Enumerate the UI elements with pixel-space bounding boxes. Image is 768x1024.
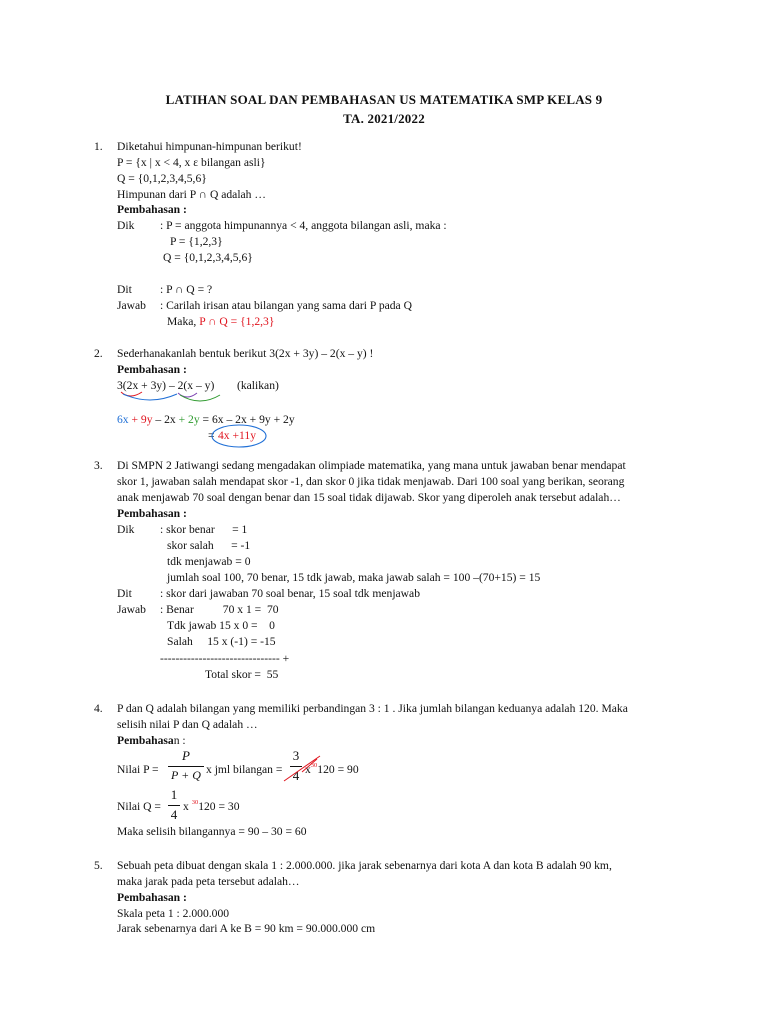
q1-dik-label: Dik	[117, 219, 135, 232]
q1-pembahasan: Pembahasan :	[117, 203, 187, 216]
q2-expression: 3(2x + 3y) – 2(x – y)	[117, 379, 215, 392]
q2-arc-green	[180, 395, 220, 401]
q4-fraction-1-4	[168, 787, 180, 823]
q4-sup-q: 30	[191, 799, 199, 806]
q2-text: Sederhanakanlah bentuk berikut 3(2x + 3y) – 2(x – y) !	[117, 347, 374, 360]
q1-jawab-2-prefix: Maka,	[167, 315, 200, 328]
q3-text-2: skor 1, jawaban salah mendapat skor -1, dan skor 0 jika tidak menjawab. Dari 100 soal yang berikan, seorang	[117, 475, 625, 488]
q3-jawab-2: Tdk jawab 15 x 0 = 0	[167, 619, 275, 632]
q2-arc-purple	[178, 393, 197, 397]
q5-number: 5.	[94, 859, 103, 872]
q2-arc-blue	[123, 394, 177, 400]
q5-text-1: Sebuah peta dibuat dengan skala 1 : 2.000.000. jika jarak sebenarnya dari kota A dan kota B adalah 90 km,	[117, 859, 612, 872]
q1-jawab-label: Jawab	[117, 299, 146, 312]
q3-dik-1: : skor benar = 1	[160, 523, 248, 536]
q4-fraction-p-den: P + Q	[171, 768, 201, 782]
q4-fraction-3-4-bar	[290, 766, 302, 767]
q5-text-2: maka jarak pada peta tersebut adalah…	[117, 875, 300, 888]
q3-jawab-1: : Benar 70 x 1 = 70	[160, 603, 279, 616]
q3-dik-4: jumlah soal 100, 70 benar, 15 tdk jawab, maka jawab salah = 100 –(70+15) = 15	[167, 571, 541, 584]
q3-dik-2: skor salah = -1	[167, 539, 251, 552]
q4-fraction-1-4-den: 4	[170, 807, 178, 822]
q3-total: Total skor = 55	[205, 668, 279, 681]
q1-text-1: Diketahui himpunan-himpunan berikut!	[117, 140, 302, 153]
q4-fraction-3-4	[290, 748, 302, 784]
q1-text-3: Q = {0,1,2,3,4,5,6}	[117, 172, 207, 185]
q4-fraction-p	[168, 748, 204, 784]
q1-text-4: Himpunan dari P ∩ Q adalah …	[117, 188, 266, 201]
q4-number: 4.	[94, 702, 103, 715]
q4-pembahasan-bold: Pembahasa	[117, 734, 174, 747]
q4-fraction-3-4-num: 3	[292, 748, 300, 763]
q1-dit: : P ∩ Q = ?	[160, 283, 213, 296]
q3-number: 3.	[94, 459, 103, 472]
q1-jawab-2	[167, 315, 274, 329]
q4-text-2: selisih nilai P dan Q adalah …	[117, 718, 258, 731]
q2-term-2y: + 2y	[175, 413, 200, 426]
q4-mid-text: x jml bilangan =	[206, 763, 283, 776]
q4-selisih: Maka selisih bilangannya = 90 – 30 = 60	[117, 825, 307, 838]
q2-pembahasan: Pembahasan :	[117, 363, 187, 376]
q4-nilai-p-label: Nilai P =	[117, 763, 159, 776]
q4-fraction-3-4-den: 4	[292, 768, 300, 783]
q2-equals: =	[208, 429, 215, 442]
q4-text-1: P dan Q adalah bilangan yang memiliki perbandingan 3 : 1 . Jika jumlah bilangan keduanya adalah 120. Maka	[117, 702, 628, 715]
page-title: LATIHAN SOAL DAN PEMBAHASAN US MATEMATIKA SMP KELAS 9	[165, 92, 603, 107]
q4-fraction-1-4-num: 1	[170, 787, 178, 802]
q3-jawab-3: Salah 15 x (-1) = -15	[167, 635, 276, 648]
q4-nilai-q-label: Nilai Q =	[117, 800, 161, 813]
q3-jawab-label: Jawab	[117, 603, 146, 616]
q4-p-calc	[305, 763, 359, 779]
q3-dit-label: Dit	[117, 587, 132, 600]
q1-dit-label: Dit	[117, 283, 132, 296]
q3-dik-label: Dik	[117, 523, 135, 536]
q4-tail-q: 120 = 30	[198, 800, 240, 813]
q4-tail-p: 120 = 90	[317, 763, 359, 776]
q4-fraction-p-num: P	[182, 748, 190, 763]
q4-fraction-1-4-bar	[168, 805, 180, 806]
q4-q-calc	[183, 800, 240, 816]
q3-text-1: Di SMPN 2 Jatiwangi sedang mengadakan olimpiade matematika, yang mana untuk jawaban benar mendapat	[117, 459, 626, 472]
q2-step-rest: = 6x – 2x + 9y + 2y	[199, 413, 295, 426]
q4-pembahasan-rest: n :	[173, 734, 186, 747]
q5-jarak: Jarak sebenarnya dari A ke B = 90 km = 90.000.000 cm	[117, 922, 376, 935]
q2-term-2x: – 2x	[152, 413, 176, 426]
q4-pembahasan	[117, 734, 186, 748]
q1-dik-1: : P = anggota himpunannya < 4, anggota bilangan asli, maka :	[160, 219, 447, 232]
q2-note: (kalikan)	[237, 379, 279, 392]
q3-text-3: anak menjawab 70 soal dengan benar dan 15 soal tidak dijawab. Skor yang diperoleh anak tersebut adalah…	[117, 491, 621, 504]
q3-dik-3: tdk menjawab = 0	[167, 555, 251, 568]
q5-skala: Skala peta 1 : 2.000.000	[117, 907, 230, 920]
q1-text-2: P = {x | x < 4, x ε bilangan asli}	[117, 156, 266, 169]
q3-pembahasan: Pembahasan :	[117, 507, 187, 520]
q2-answer: 4x +11y	[218, 429, 256, 442]
q4-x-2: x	[183, 800, 189, 813]
q2-term-9y: + 9y	[128, 413, 153, 426]
q5-pembahasan: Pembahasan :	[117, 891, 187, 904]
q4-fraction-p-bar	[168, 766, 204, 767]
q4-sup-p: 30	[310, 762, 318, 769]
q1-dik-2: P = {1,2,3}	[170, 235, 223, 248]
q2-number: 2.	[94, 347, 103, 360]
q1-answer: P ∩ Q = {1,2,3}	[199, 315, 275, 328]
q2-step	[117, 413, 295, 427]
q1-jawab-1: : Carilah irisan atau bilangan yang sama dari P pada Q	[160, 299, 412, 312]
page-subtitle: TA. 2021/2022	[343, 111, 425, 126]
q4-x-1: x	[305, 763, 311, 776]
q1-number: 1.	[94, 140, 103, 153]
q2-term-6x: 6x	[117, 413, 129, 426]
q3-separator: ------------------------------- +	[160, 652, 290, 665]
q3-dit: : skor dari jawaban 70 soal benar, 15 soal tdk menjawab	[160, 587, 420, 600]
q1-dik-3: Q = {0,1,2,3,4,5,6}	[163, 251, 253, 264]
